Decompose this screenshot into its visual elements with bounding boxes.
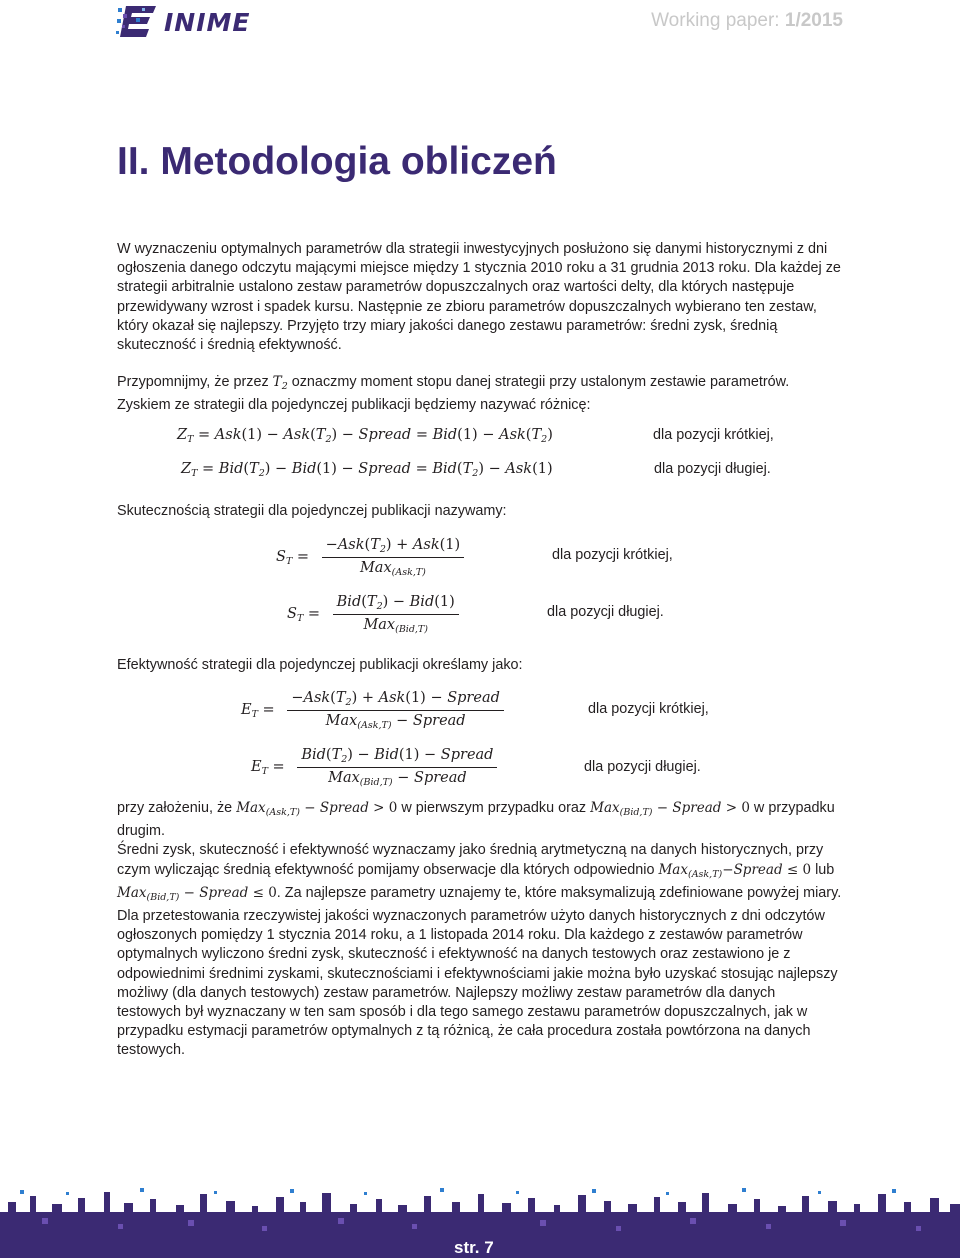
math-t2: $T_2$ (272, 374, 288, 392)
skutecznosc-intro: Skutecznością strategii dla pojedynczej publikacji nazywamy: (117, 503, 507, 519)
section-title: II. Metodologia obliczeń (117, 140, 557, 183)
logo-text: INIME (164, 7, 251, 37)
efektywnosc-intro: Efektywność strategii dla pojedynczej publikacji określamy jako: (117, 657, 523, 673)
page-header (0, 0, 960, 60)
page-footer (0, 1188, 960, 1258)
efektywnosc-short-label: dla pozycji krótkiej, (588, 701, 709, 717)
zysk-short-label: dla pozycji krótkiej, (653, 427, 774, 443)
intro-text: W wyznaczeniu optymalnych parametrów dla strategii inwestycyjnych posłużono się danymi historycznymi z dni ogłoszenia danego odczytu mającymi miejsce między 1 stycznia 2010 roku a 31 grudnia 2013 roku. Dla każdej ze strategii arbitralnie ustalono zestaw parametrów dopuszczalnych oraz wartości delty, dla których następuje przewidywany wzrost i spadek kursu. Następnie ze zbioru parametrów dopuszczalnych wybierano ten zestaw, który okazał się najlepszy. Przyjęto trzy miary jakości danego zestawu parametrów: średni zysk, średnią skuteczność i średnią efektywność. (117, 241, 841, 354)
skutecznosc-long-label: dla pozycji długiej. (547, 604, 664, 620)
assumption-middle: w pierwszym przypadku oraz (401, 800, 587, 816)
equation-zysk-short: $Z_T = Ask(1) - Ask(T_2)$ − Spread = $Bid(1) - Ask(T_2)$ (177, 427, 553, 445)
assumption-before: przy założeniu, że (117, 800, 233, 816)
para3-after: . Za najlepsze parametry uznajemy te, które maksymalizują zdefiniowane powyżej miary. (276, 884, 842, 901)
math-condition-bid: Max$_{(Bid,T)}$ − Spread > 0 (590, 800, 750, 818)
para3-middle: lub (815, 861, 835, 878)
working-paper-number: 1/2015 (784, 10, 843, 31)
math-exclusion-ask: Max$_{(Ask,T)}$−Spread ≤ 0 (658, 861, 812, 880)
para4-text: Dla przetestowania rzeczywistej jakości wyznaczonych parametrów użyto danych historycznych z dni odczytów ogłoszonych pomiędzy 1 stycznia 2014 roku, a 1 listopada 2014 roku. Dla każdego z zestawów parametrów optymalnych wyliczono średni zysk, skuteczność i efektywność na danych testowych oraz zestawiono je z odpowiednimi średnimi zyskami, skutecznościami i efektywnościami jakie można było uzyskać stosując najlepszy możliwy (dla danych testowych) zestaw parametrów. Najlepszy możliwy zestaw parametrów dla danych testowych był wyznaczany w ten sam sposób i dla tego samego zestawu parametrów dopuszczalnych, jak w przypadku estymacji parametrów optymalnych z tą różnicą, że cała procedura została powtórzona na danych testowych. (117, 908, 838, 1059)
assumption-paragraph (117, 799, 843, 1061)
assumption-after: w przypadku drugim. (117, 800, 835, 840)
math-condition-ask: Max$_{(Ask,T)}$ − Spread > 0 (236, 800, 398, 818)
logo-mark-icon (116, 4, 160, 40)
equation-skutecznosc-long: $S_T$ = $\frac{Bid(T_2) - Bid(1)}{Max_{(Bid,T)}}$ (287, 594, 459, 635)
working-paper-label (651, 10, 843, 32)
zysk-paragraph (117, 373, 843, 415)
zysk-long-label: dla pozycji długiej. (654, 461, 771, 477)
intro-paragraph (117, 240, 843, 355)
math-exclusion-bid: Max$_{(Bid,T)}$ − Spread ≤ 0 (117, 884, 277, 903)
equation-efektywnosc-long: $E_T$ = $\frac{Bid(T_2) - Bid(1) - Spread}{Max_{(Bid,T)} - Spread}$ (251, 747, 497, 788)
equation-skutecznosc-short: $S_T$ = $\frac{-Ask(T_2) + Ask(1)}{Max_{(Ask,T)}}$ (276, 537, 464, 578)
para2-after: oznaczmy moment stopu danej strategii przy ustalonym zestawie parametrów. Zyskiem ze strategii dla pojedynczej publikacji będziemy nazywać różnicę: (117, 374, 790, 414)
working-paper-prefix: Working paper: (651, 10, 780, 31)
inime-logo (116, 4, 250, 40)
page-number: str. 7 (454, 1238, 494, 1257)
para2-before: Przypomnijmy, że przez (117, 374, 269, 390)
para3-before: Średni zysk, skuteczność i efektywność wyznaczamy jako średnią arytmetyczną na danych historycznych, przy czym wyliczając średnią efektywność pomijamy obserwacje dla których odpowiednio (117, 842, 824, 878)
equation-efektywnosc-short: $E_T$ = $\frac{-Ask(T_2) + Ask(1) - Spread}{Max_{(Ask,T)} - Spread}$ (241, 690, 504, 731)
skutecznosc-short-label: dla pozycji krótkiej, (552, 547, 673, 563)
efektywnosc-long-label: dla pozycji długiej. (584, 759, 701, 775)
equation-zysk-long: $Z_T = Bid(T_2) - Bid(1)$ − Spread = $Bid(T_2) - Ask(1)$ (181, 461, 553, 479)
